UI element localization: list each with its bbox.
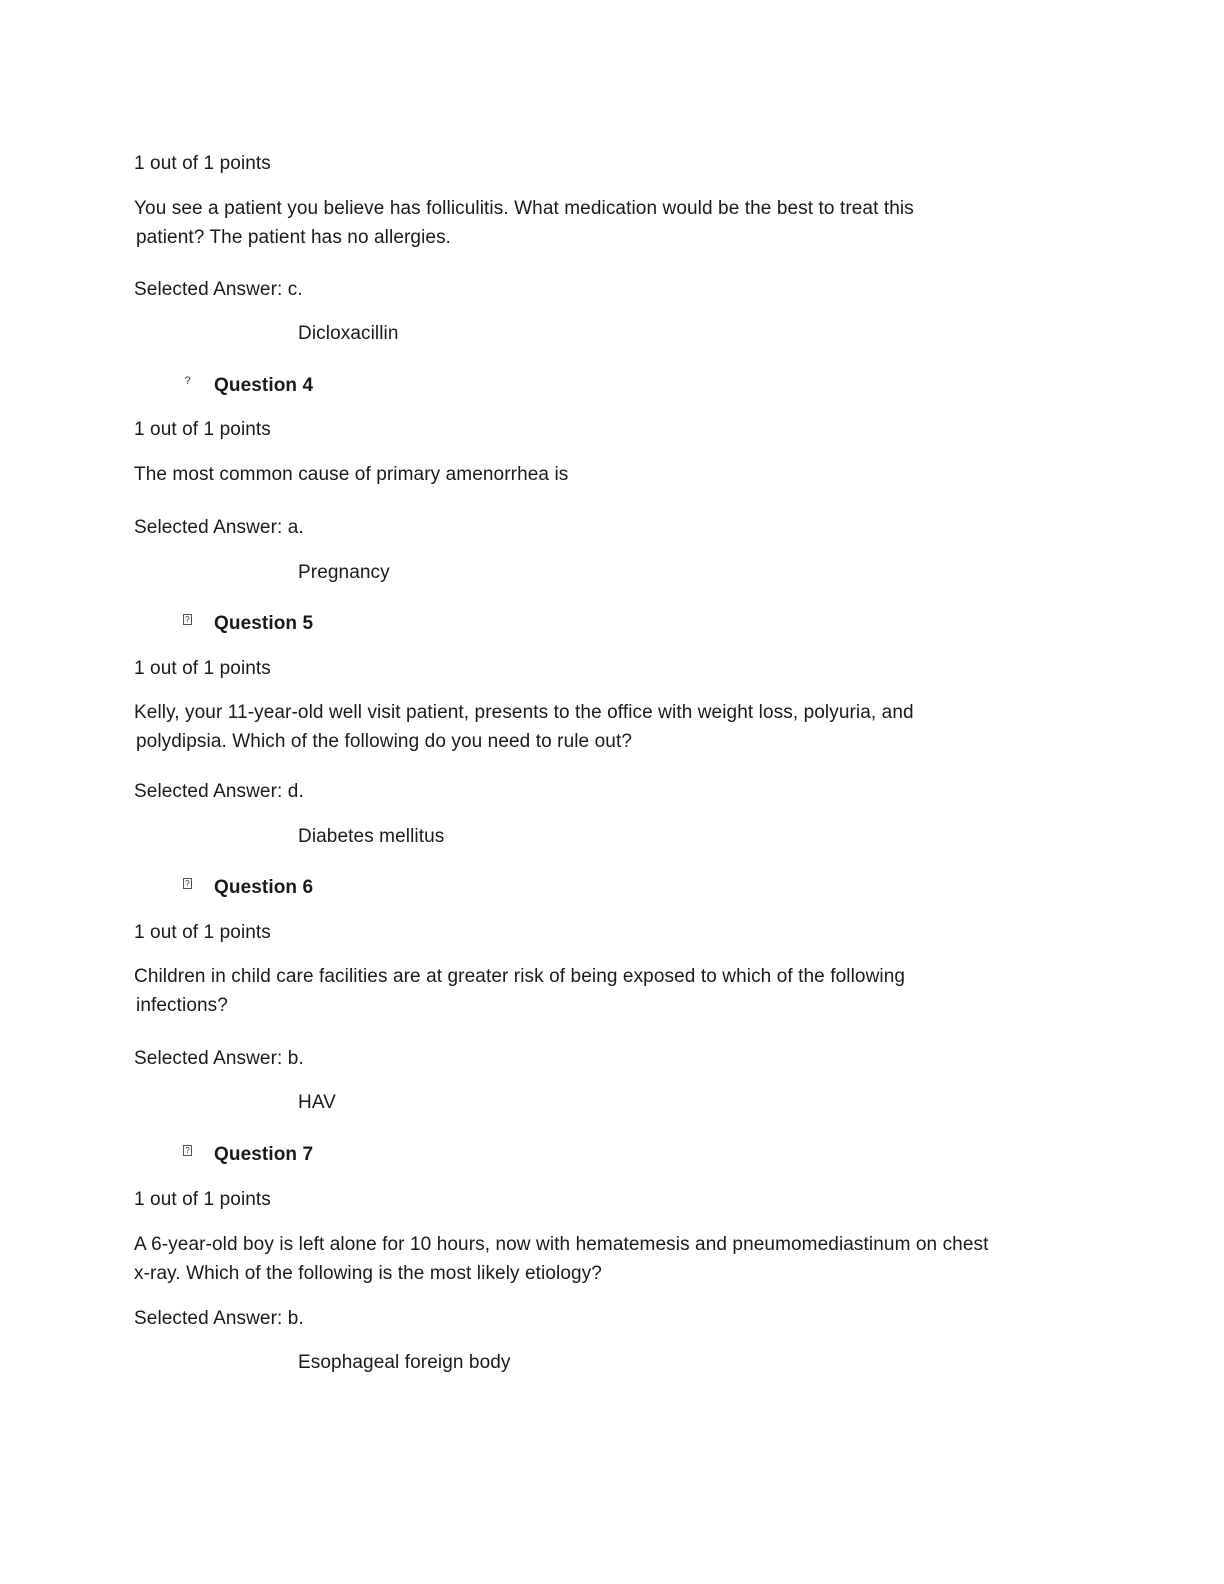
selected-answer-label: Selected Answer: b. (134, 1048, 304, 1069)
question-text: You see a patient you believe has folliculitis. What medication would be the best to treat this (134, 198, 914, 219)
points-label: 1 out of 1 points (134, 922, 271, 943)
selected-answer-text: Dicloxacillin (298, 323, 399, 344)
question-status-icon: ? (183, 614, 192, 625)
points-label: 1 out of 1 points (134, 1189, 271, 1210)
question-heading: Question 5 (214, 613, 314, 634)
question-heading: Question 4 (214, 375, 314, 396)
question-heading: Question 6 (214, 877, 314, 898)
question-status-icon: ? (184, 375, 191, 387)
points-label: 1 out of 1 points (134, 153, 271, 174)
question-text: A 6-year-old boy is left alone for 10 hours, now with hematemesis and pneumomediastinum on chest (134, 1234, 989, 1255)
selected-answer-label: Selected Answer: b. (134, 1308, 304, 1329)
selected-answer-label: Selected Answer: a. (134, 517, 304, 538)
question-text: polydipsia. Which of the following do you need to rule out? (136, 731, 632, 752)
points-label: 1 out of 1 points (134, 419, 271, 440)
question-text: Children in child care facilities are at greater risk of being exposed to which of the following (134, 966, 906, 987)
question-status-icon: ? (183, 878, 192, 889)
question-text: Kelly, your 11-year-old well visit patient, presents to the office with weight loss, polyuria, and (134, 702, 914, 723)
selected-answer-text: HAV (298, 1092, 336, 1113)
question-text: x-ray. Which of the following is the most likely etiology? (134, 1263, 602, 1284)
points-label: 1 out of 1 points (134, 658, 271, 679)
question-text: The most common cause of primary amenorrhea is (134, 464, 569, 485)
question-heading: Question 7 (214, 1144, 314, 1165)
question-text: infections? (136, 995, 228, 1016)
selected-answer-label: Selected Answer: c. (134, 279, 303, 300)
selected-answer-text: Diabetes mellitus (298, 826, 445, 847)
question-status-icon: ? (183, 1145, 192, 1156)
question-text: patient? The patient has no allergies. (136, 227, 452, 248)
selected-answer-text: Esophageal foreign body (298, 1352, 511, 1373)
selected-answer-label: Selected Answer: d. (134, 781, 304, 802)
selected-answer-text: Pregnancy (298, 562, 390, 583)
